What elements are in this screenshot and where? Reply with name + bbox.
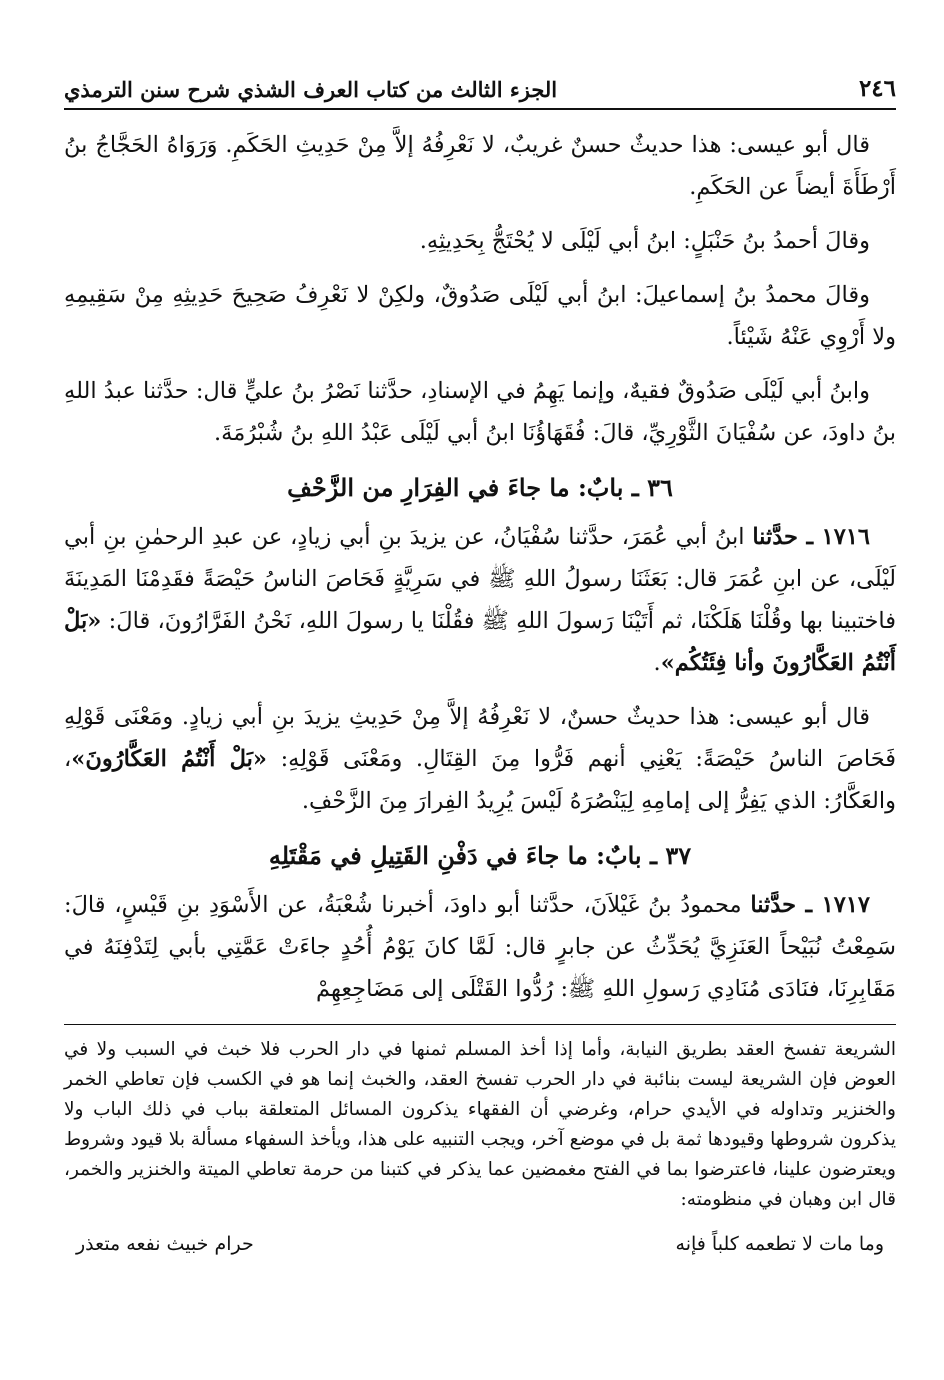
verse-first-hemistich: وما مات لا تطعمه كلباً فإنه [675,1233,884,1255]
footnote-rule [64,1024,896,1025]
paragraph-ahmad: وقالَ أحمدُ بنُ حَنْبَلٍ: ابنُ أبي لَيْلَى لا يُحْتَجُّ بِحَدِيثِهِ. [419,228,870,254]
header-rule [64,108,896,110]
page [64,66,896,1360]
paragraph-abu-isa-1: قال أبو عيسى: هذا حديثٌ حسنٌ غريبٌ، لا نَعْرِفُهُ إلاَّ مِنْ حَدِيثِ الحَكَمِ. وَرَوَاهُ الحَجَّاجُ بنُ أَرْطَأَةَ أيضاً عن الحَكَمِ. [64,132,896,200]
chapter-heading-36: ٣٦ ـ بابٌ: ما جاءَ في الفِرَارِ من الزَّحْفِ [287,473,673,502]
footnote-text: الشريعة تفسخ العقد بطريق النيابة، وأما إذا أخذ المسلم ثمنها في دار الحرب فلا خبث في السبب ولا في العوض فإن الشريعة ليست بنائبة في دار الحرب تفسخ العقد، والخبث إنما هو في الكسب فإن تعاطي الخمر والخنزير وتداوله في الأيدي حرام، وغرضي أن الفقهاء يذكرون المسائل المتعلقة بباب في ذلك الباب ولا يذكرون شروطها وقيودها ثمة بل في موضع آخر، ويجب التنبيه على هذا، ويأخذ السفهاء مسألة بلا قيود وشروط ويعترضون علينا، فاعترضوا بما في الفتح مغمضين عما يذكر في كتبنا من حرمة تعاطي الميتة والخنزير والخمر، قال ابن وهبان في منظومته: [64,1039,896,1210]
paragraph-muhammad: وقالَ محمدُ بنُ إسماعيلَ: ابنُ أبي لَيْلَى صَدُوقٌ، ولكِنْ لا نَعْرِفُ صَحِيحَ حَدِيثِهِ مِنْ سَقِيمِهِ ولا أَرْوِي عَنْهُ شَيْئاً. [64,282,896,350]
hadith-1716-quote: «بَلْ أَنْتُمُ العَكَّارُونَ وأنا فِئَتُكُم» [64,608,896,676]
hadith-1717-text: محمودُ بنُ غَيْلاَنَ، حدَّثنا أبو داودَ، أخبرنا شُعْبَةُ، عن الأَسْوَدِ بنِ قَيْسٍ، قالَ: سَمِعْتُ نُبَيْحاً العَنَزِيَّ يُحَدِّثُ عن جابرٍ قال: لَمَّا كانَ يَوْمُ أُحُدٍ جاءَتْ عَمَّتِي بأبي لِتَدْفِنَهُ في مَقَابِرِنَا، فنَادَى مُنَادِي رَسولِ اللهِ ﷺ: رُدُّوا القَتْلَى إلى مَضَاجِعِهِمْ [64,892,896,1002]
hadith-number-1717: ١٧١٧ ـ حدَّثنا [750,892,871,918]
paragraph-abu-isa-2-a: قال أبو عيسى: هذا حديثٌ حسنٌ، لا نَعْرِفُهُ إلاَّ مِنْ حَدِيثِ يزيدَ بنِ أبي زيادٍ. ومَعْنَى قَوْلِهِ فَحَاصَ الناسُ حَيْصَةً: يَعْنِي أنهم فَرُّوا مِنَ القِتَالِ. ومَعْنَى قَوْلِهِ: [64,704,896,772]
paragraph-abu-isa-2-quote: «بَلْ أَنْتُمُ العَكَّارُونَ» [71,746,267,772]
paragraph-abu-isa-2-b: ، والعَكَّارُ: الذي يَفِرُّ إلى إمامِهِ لِيَنْصُرَهُ لَيْسَ يُرِيدُ الفِرارَ مِنَ الزَّحْفِ. [64,746,896,814]
book-title: الجزء الثالث من كتاب العرف الشذي شرح سنن الترمذي [64,77,558,102]
hadith-1716-end: . [653,650,661,676]
poem-verse [64,1215,896,1259]
hadith-1717 [64,884,896,1010]
hadith-number-1716: ١٧١٦ ـ حدَّثنا [752,524,870,550]
chapter-heading-37: ٣٧ ـ بابٌ: ما جاءَ في دَفْنِ القَتِيلِ في مَقْتَلِهِ [268,841,692,870]
main-text [64,124,896,1010]
hadith-1716 [64,516,896,684]
paragraph-ibn-abi-layla: وابنُ أبي لَيْلَى صَدُوقٌ فقيهٌ، وإنما يَهِمُ في الإسنادِ، حدَّثنا نَصْرُ بنُ عليٍّ قال: حدَّثنا عبدُ اللهِ بنُ داودَ، عن سُفْيَانَ الثَّوْرِيِّ، قالَ: فُقَهَاؤُنَا ابنُ أبي لَيْلَى عَبْدُ اللهِ بنُ شُبْرُمَةَ. [64,378,896,446]
footnote [64,1035,896,1259]
hadith-1716-text: ابنُ أبي عُمَرَ، حدَّثنا سُفْيَانُ، عن يزيدَ بنِ أبي زيادٍ، عن عبدِ الرحمٰنِ بنِ أبي لَيْلَى، عن ابنِ عُمَرَ قال: بَعَثَنَا رسولُ اللهِ ﷺ في سَرِيَّةٍ فَحَاصَ الناسُ حَيْصَةً فقَدِمْنَا المَدِينَةَ فاختبينا بها وقُلْنَا هَلَكْنَا، ثم أَتَيْنَا رَسولَ اللهِ ﷺ فقُلْنَا يا رسولَ اللهِ، نَحْنُ الفَرَّارُونَ، قالَ: [64,524,896,634]
paragraph-abu-isa-2 [64,696,896,822]
running-header [64,66,896,102]
page-number: ٢٤٦ [858,75,896,102]
verse-second-hemistich: حرام خبيث نفعه متعذر [76,1233,254,1255]
